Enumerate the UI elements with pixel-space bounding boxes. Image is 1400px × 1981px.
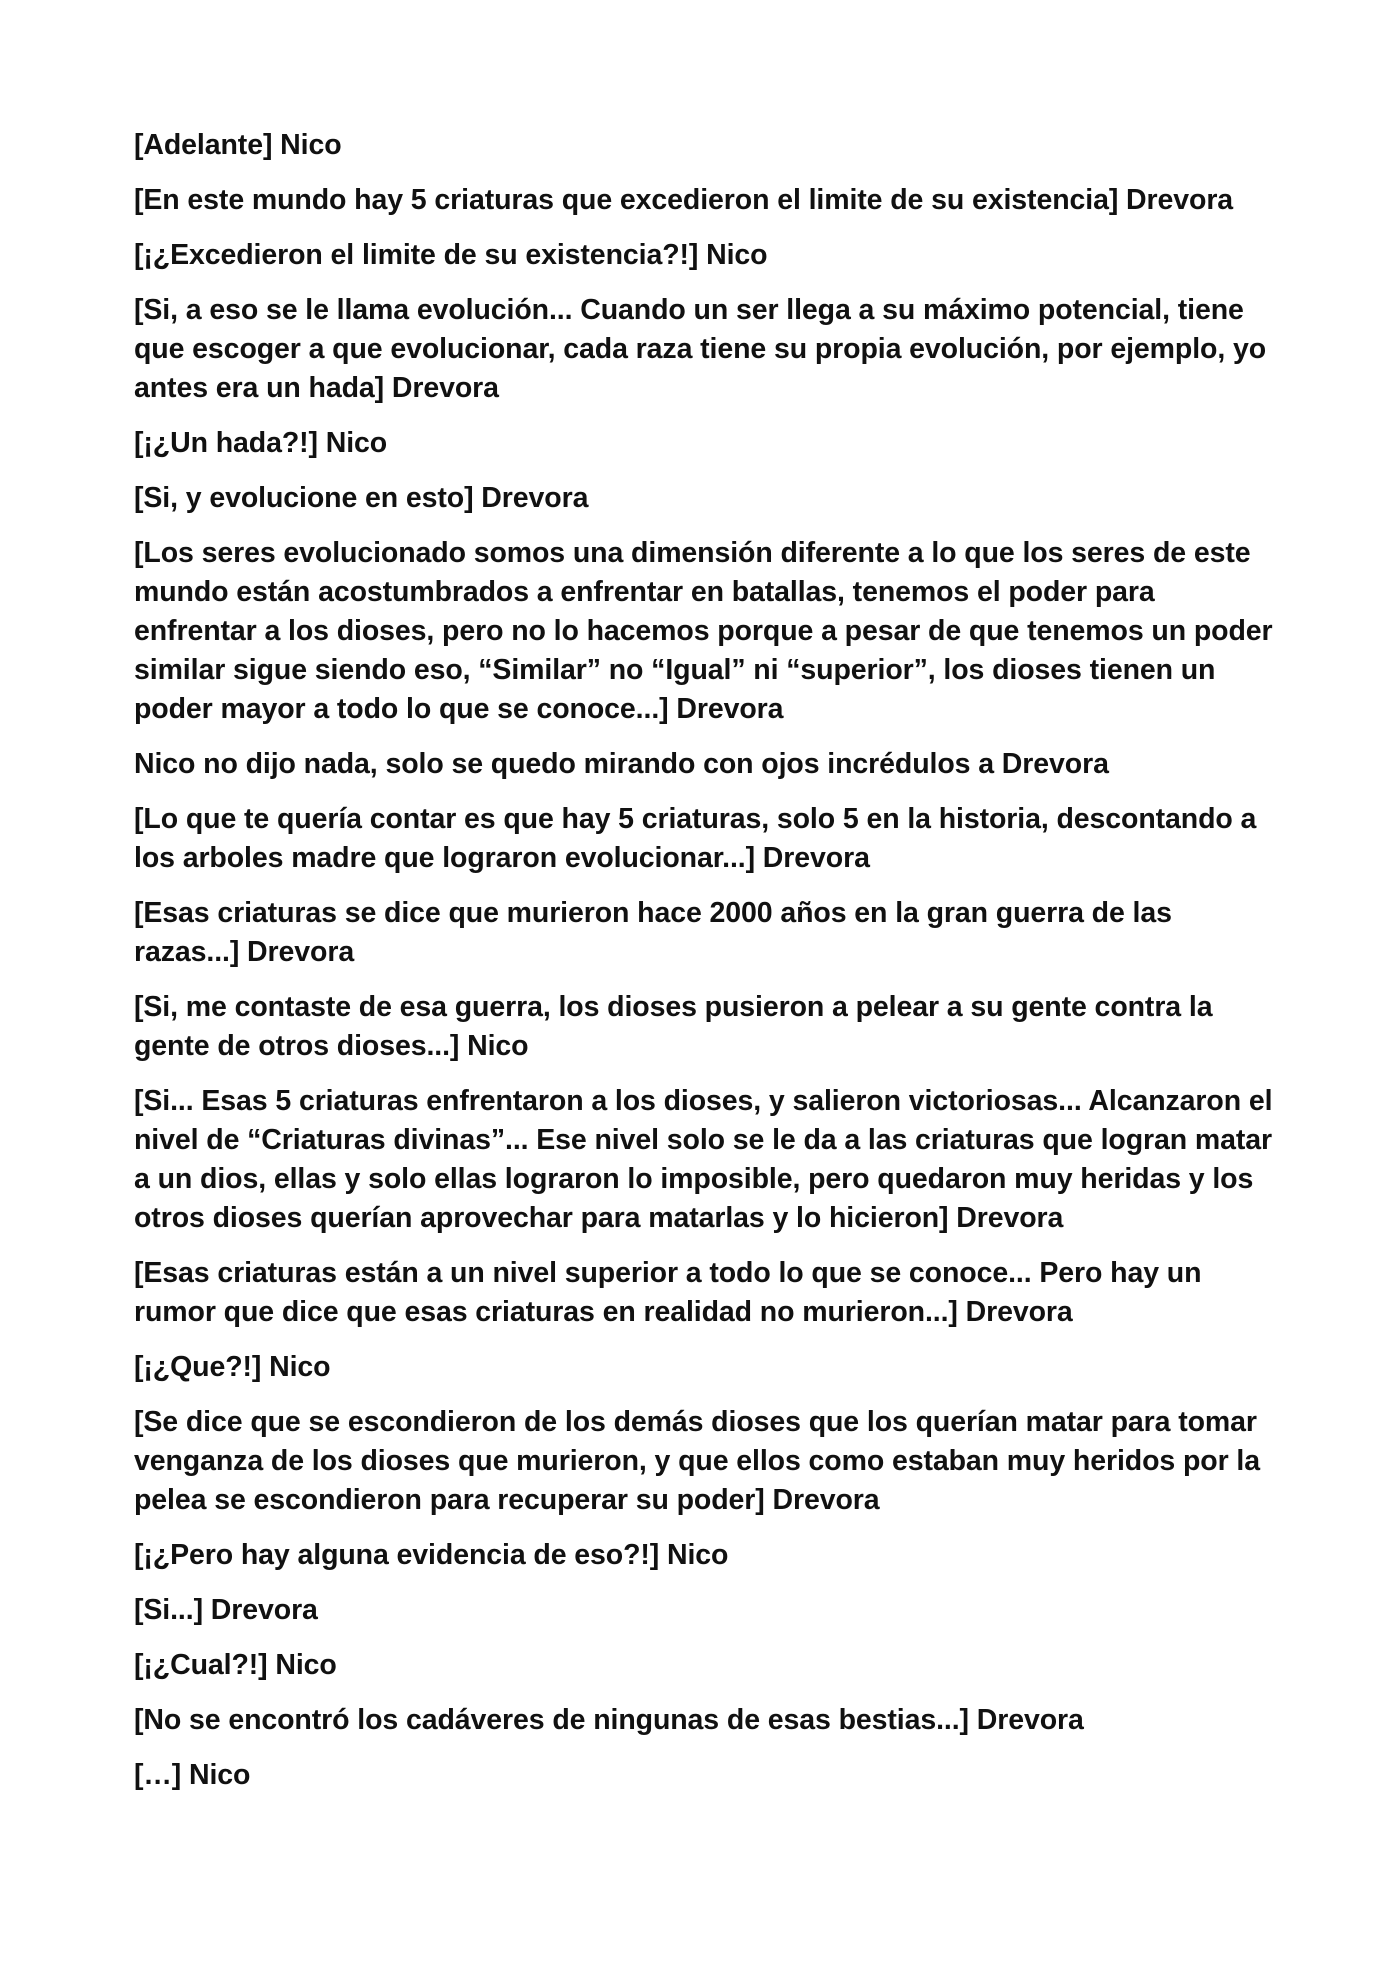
paragraph: [Si, a eso se le llama evolución... Cuando un ser llega a su máximo potencial, tiene que escoger a que evolucionar, cada raza tiene su propia evolución, por ejemplo, yo antes era un hada] Drevora — [134, 294, 1267, 404]
paragraph: [Esas criaturas se dice que murieron hace 2000 años en la gran guerra de las razas...] Drevora — [134, 897, 1172, 968]
paragraph: [¡¿Cual?!] Nico — [134, 1649, 337, 1681]
paragraph: [Si, y evolucione en esto] Drevora — [134, 482, 589, 514]
paragraph: [¡¿Pero hay alguna evidencia de eso?!] Nico — [134, 1539, 729, 1571]
paragraph: [Los seres evolucionado somos una dimensión diferente a lo que los seres de este mundo están acostumbrados a enfrentar en batallas, tenemos el poder para enfrentar a los dioses, pero no lo hacemos porque a pesar de que tenemos un poder similar sigue siendo eso, “Similar” no “Igual” ni “superior”, los dioses tienen un poder mayor a todo lo que se conoce...] Drevora — [134, 537, 1273, 725]
paragraph: [Si...] Drevora — [134, 1594, 318, 1626]
paragraph: [Adelante] Nico — [134, 129, 342, 161]
paragraph: [No se encontró los cadáveres de ningunas de esas bestias...] Drevora — [134, 1704, 1084, 1736]
paragraph: [En este mundo hay 5 criaturas que excedieron el limite de su existencia] Drevora — [134, 184, 1234, 216]
paragraph: [Esas criaturas están a un nivel superior a todo lo que se conoce... Pero hay un rumor que dice que esas criaturas en realidad no murieron...] Drevora — [134, 1257, 1202, 1328]
paragraph: Nico no dijo nada, solo se quedo mirando con ojos incrédulos a Drevora — [134, 748, 1109, 780]
paragraph: [¡¿Un hada?!] Nico — [134, 427, 388, 459]
paragraph: [Si, me contaste de esa guerra, los dioses pusieron a pelear a su gente contra la gente de otros dioses...] Nico — [134, 991, 1213, 1062]
paragraph: […] Nico — [134, 1759, 251, 1791]
document-body — [134, 126, 1284, 1811]
paragraph: [Lo que te quería contar es que hay 5 criaturas, solo 5 en la historia, descontando a los arboles madre que lograron evolucionar...] Drevora — [134, 803, 1257, 874]
paragraph: [Se dice que se escondieron de los demás dioses que los querían matar para tomar venganza de los dioses que murieron, y que ellos como estaban muy heridos por la pelea se escondieron para recuperar su poder] Drevora — [134, 1406, 1260, 1516]
paragraph: [Si... Esas 5 criaturas enfrentaron a los dioses, y salieron victoriosas... Alcanzaron el nivel de “Criaturas divinas”... Ese nivel solo se le da a las criaturas que logran matar a un dios, ellas y solo ellas lograron lo imposible, pero quedaron muy heridas y los otros dioses querían aprovechar para matarlas y lo hicieron] Drevora — [134, 1085, 1273, 1234]
paragraph: [¡¿Que?!] Nico — [134, 1351, 331, 1383]
paragraph: [¡¿Excedieron el limite de su existencia?!] Nico — [134, 239, 768, 271]
